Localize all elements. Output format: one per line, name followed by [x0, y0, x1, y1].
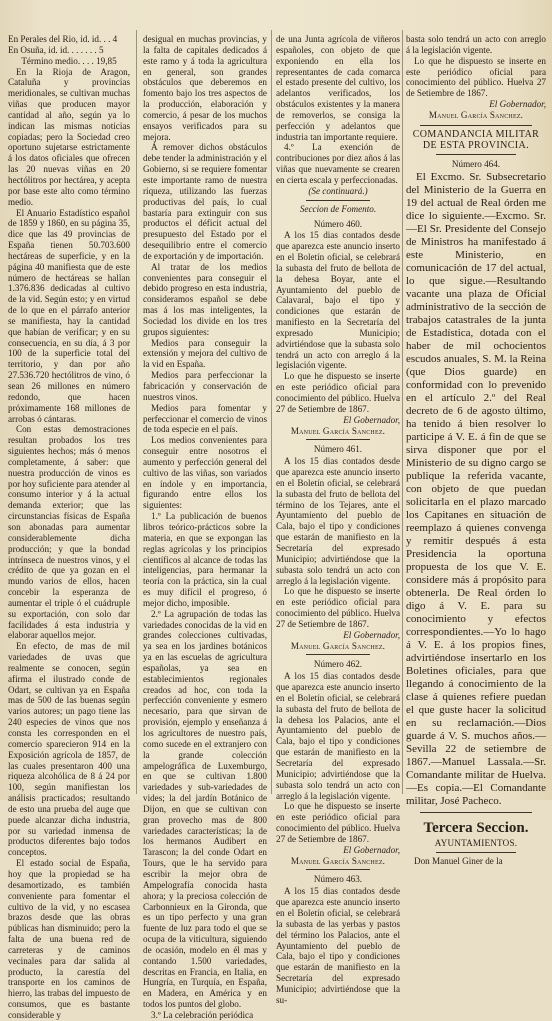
paragraph: Lo que he dispuesto se inserte en este periódico oficial para conocimiento del público. Huelva 27 de Setiembre de 1867. — [406, 55, 546, 99]
signature: AYUNTAMIENTOS. — [434, 838, 518, 849]
divider — [436, 154, 516, 155]
column-4 — [406, 34, 546, 867]
price-line: En Osuña, id. id. . . . . . . 5 — [8, 44, 104, 55]
italic-line: El Gobernador, — [343, 844, 400, 855]
paragraph: desigual en muchas provincias, y la falta de capitales dedicados á este ramo y á toda la agricultura en general, son grandes obstáculos que deberemos en fomento bajo los tres aspectos de la producción, elaboración y comercio, á pesar de los muchos ensayos verificados para su mejora. — [143, 34, 267, 142]
paragraph: El Anuario Estadístico español de 1859 y 1860, en su página 35, dice que las 49 provincias de España tienen 50.703.600 hectáreas de superficie, y en la página 40 manifiesta que de este número de hectáreas se hallan 1.376.836 dedicadas al cultivo de la vid. Según esto; y en virtud de lo que en el párrafo anterior se manifiesta, hay la cantidad que habían de verificar; y en su consecuencia, en su día, á 3 por 100 de la superficie total del territorio, y dan por año 27.536.720 hectólitros de vino, ó sean 26 millones en número redondo, que hacen próximamente 168 millones de arrobas ó cántaras. — [8, 207, 130, 424]
paragraph: Don Manuel Giner de la — [414, 856, 503, 867]
subsection-heading: COMANDANCIA MILITAR DE ESTA PROVINCIA. — [412, 128, 540, 151]
paragraph: A los 15 dias contados desde que aparezca este anuncio inserto en el Boletín oficial, se celebrará la subasta del fruto de bellota de la dehesa los Palacios, ante el Ayuntamiento del pueblo de Cala, bajo el tipo y condiciones que estarán de manifiesto en la Secretaría del expresado Municipio; advirtiéndose que la subasta solo tendrá un acto con arreglo á la legislación vigente. — [276, 671, 400, 801]
price-line: En Perales del Rio, id. id. . . 4 — [8, 34, 118, 44]
paragraph: basta solo tendrá un acto con arreglo á la legislación vigente. — [406, 34, 546, 55]
paragraph: Los medios convenientes para conseguir entre nosotros el aumento y perfección general del cultivo de las viñas, son variados en índole y en importancia, figurando entre ellos los siguientes: — [143, 435, 267, 511]
paragraph: En efecto, de mas de mil variedades de uvas que realmente se conocen, según afirma el ilustrado conde de Odart, se cultivan ya en España mas de 500 de las buenas según varios autores; un pago tiene las 240 especies de vinos que nos consta les corresponden en el comercio sparecieron 914 en la Exposición agrícola de 1857, de las cuales presentaron 400 una riqueza alcohólica de 8 á 24 por 100, según manifiestan los análisis practicados; resultando de esto una prueba del auge que puede alcanzar dicha industria, por su variedad inmensa de productos diferentes bajo todos conceptos. — [8, 641, 130, 858]
paragraph: Lo que he dispuesto se inserte en este periódico oficial para conocimiento del público. Huelva 27 de Setiembre de 1867. — [276, 371, 400, 414]
paragraph: A los 15 dias contados desde que aparezca este anuncio inserto en el Boletín oficial, se celebrará la subasta del fruto de bellota del término de los Tejares, ante el Ayuntamiento del pueblo de Cala, bajo el tipo y condiciones que estarán de manifiesto en la Secretaría del expresado Municipio; advirtiéndose que la subasta solo tendrá un acto con arreglo á la legislación vigente. — [276, 456, 400, 586]
italic-line: (Se continuará.) — [308, 185, 368, 196]
paragraph: Con estas demostraciones resultan probados los tres siguientes hechos; más ó menos completamente, á saber: que nuestra producción de vinos es por hoy suficiente para atender al consumo interior y á la actual demanda exterior; que las circunstancias físicas de España son abonadas para aumentar considerablemente dicha producción; y que la bondad intrínseca de nuestros vinos, y el crédito de que ya gozan en el mundo varios de ellos, hacen concebir la esperanza de aumentar el triple ó el cuádruple su exportación, con solo dar facilidades á esta industria y elaborar aquellos mejor. — [8, 424, 130, 641]
paragraph: A los 15 dias contados desde que aparezca este anuncio inserto en el Boletín oficial, se celebrará la subasta del fruto de bellota de la dehesa Boyar, ante el Ayuntamiento del pueblo de Calavaral, bajo el tipo y condiciones que estarán de manifiesto en la Secretaría del expresado Municipio; advirtiéndose que la subasta solo tendrá un acto con arreglo á la legislación vigente. — [276, 230, 400, 371]
signature: Manuel García Sanchez. — [290, 855, 386, 866]
signature: Manuel García Sanchez. — [290, 640, 386, 651]
italic-line: El Gobernador, — [343, 414, 400, 425]
paragraph: Medios para fomentar y perfeccionar el comercio de vinos de toda especie en el país. — [143, 402, 267, 435]
paragraph: El estado social de España, hoy que la propiedad se ha desamortizado, es también conveniente para fomentar el cultivo de la vid, y no escasea brazos desde que las obras públicas han disminuido; pero la falta de una buena red de carreteras y de caminos vecinales para dar salida al producto, la carestía del transporte en los caminos de hierro, las trabas del impuesto de consumos, que es bastante considerable y — [8, 858, 130, 1020]
paragraph: Al tratar de los medios convenientes para conseguir el debido progreso en esta industria, consideramos español se debe mas á los mas inteligentes, la Sociedad los divide en los tres grupos siguientes: — [143, 261, 267, 337]
paragraph: 1.º La publicación de buenos libros teórico-prácticos sobre la materia, en que se expongan las reglas agrícolas y los principios científicos al alcance de todas las inteligencias, para hermanar la teoría con la práctica, sin la cual es muy difícil el progreso, ó mejor dicho, imposible. — [143, 511, 267, 608]
paragraph: Á remover dichos obstáculos debe tender la administración y el Gobierno, si se requiere fomentar este importante ramo de nuestra riqueza, utilizando las fuerzas productivas del país, lo cual bastaría para extinguir con sus productos el déficit actual del presupuesto del Estado por el desequilibrio entre el comercio de exportación y de importación. — [143, 142, 267, 261]
paragraph: En la Rioja de Aragon, Cataluña y provincias meridionales, se cultivan muchas viñas que producen mayor cantidad al año, según ya lo indican las mismas noticias copiadas; pero la Sociedad creo oportuno sujetarse estrictamente á los datos oficiales que ofrecen las 20 nuevas viñas en 20 hectólitros por hectárea, y acepta por base este alto como término medio. — [8, 66, 130, 207]
notice-number: Número 464. — [451, 159, 501, 170]
paragraph: 3.º La celebración periódica — [151, 1009, 254, 1020]
italic-line: El Gobernador, — [489, 99, 546, 110]
column-rule — [271, 30, 272, 794]
divider — [306, 869, 370, 870]
paragraph: Término medio. . . . 19,85 — [21, 55, 117, 66]
paragraph: Medios para conseguir la extensión y mejora del cultivo de la vid en España. — [143, 337, 267, 370]
italic-line: El Gobernador, — [343, 629, 400, 640]
divider — [420, 125, 532, 126]
column-1 — [8, 34, 130, 1020]
divider — [436, 852, 516, 853]
divider — [420, 812, 532, 813]
notice-number: Número 460. — [313, 218, 363, 229]
signature: Manuel García Sanchez. — [290, 425, 386, 436]
paragraph: 4.º La exención de contribuciones por diez años á las viñas que nuevamente se crearen en cierta escala y perfeccionadas. — [276, 142, 400, 185]
paragraph: 2.º La agrupación de todas las variedades conocidas de la vid en grandes colecciones cultivadas, ya sea en los jardines botánicos ya en las escuelas de agricultura españolas, ya sea en establecimientos regionales creados ad hoc, con toda la perfección conveniente y esmero necesario, para que sirvan de provisión, ejemplo y enseñanza á los agricultores de nuestro país, como sucede en el extranjero con la grande colección ampelográfica de Luxemburgo, en que se cultivan 1.800 variedades y sub-variedades de vides; la del jardín Botánico de Dijon, en que se cultivan con gran provecho mas de 800 variedades características; la de los hermanos Audibert en Tarascon; la del conde Odart en Tours, que le ha servido para escribir la mejor obra de Ampelografía conocida hasta ahora; y la preciosa colección de Carbonnieux en la Gironda, que es un tipo perfecto y una gran fuente de luz para todo el que se ocupa de la viticultura, siguiendo de ocasión, modelo en él mas y contando 1.500 variedades, descritas en Francia, en Italia, en Hungría, en Turquía, en España, en Madera, en América y en todos los puntos del globo. — [143, 608, 267, 1010]
notice-number: Número 463. — [313, 874, 363, 885]
paragraph: A los 15 dias contados desde que aparezca este anuncio inserto en el Boletín oficial, se celebrará la subasta de las yerbas y pastos del término los Palacios, ante el Ayuntamiento del pueblo de Cala, bajo el tipo y condiciones que estarán de manifiesto en la Secretaría del expresado Municipio; advirtiéndose que la su- — [276, 886, 400, 1005]
paragraph: de una Junta agrícola de viñeros españoles, con objeto de que exponiendo en ella los representantes de cada comarca el estado presente del cultivo, los adelantos verificados, los obstáculos existentes y la manera de removerlos, se consiga la perfección y adelantos que industria tan importante requiere. — [276, 34, 400, 142]
section-heading: Tercera Seccion. — [423, 820, 529, 837]
divider — [306, 200, 370, 201]
paragraph: Lo que he dispuesto se inserte en este periódico oficial para conocimiento del público. Huelva 27 de Setiembre de 1867. — [276, 586, 400, 629]
column-rule — [402, 30, 403, 794]
paragraph: El Excmo. Sr. Subsecretario del Ministerio de la Guerra en 19 del actual de Real órden me dice lo siguiente.—Excmo. Sr.—El Sr. Presidente del Consejo de Ministros ha manifestado á este Ministerio, en comunicación de 17 del actual, lo que sigue.—Resultando vacante una plaza de Oficial administrativo de la sección de trabajos catastrales de la junta de Estadística, dotada con el haber de mil ochocientos escudos anuales, S. M. la Reina (que Dios guarde) en conformidad con lo prevenido en el artículo 2.º del Real decreto de 6 de agosto último, ha tenido á bien resolver lo participe á V. E. á fin de que se sirva disponer que por el Ministerio de su digno cargo se publique la referida vacante, con objeto de que puedan solicitarla en el plazo marcado los Capitanes en situación de reemplazo á quienes convenga y remitir después á esta Presidencia la oportuna propuesta de los que V. E. considere más á propósito para obtenerla. De Real órden lo digo á V. E. para su conocimiento y efectos correspondientes.—Yo lo hago á V. E. á los propios fines, advirtiéndose insertarlo en los Boletines oficiales, para que llegando á conocimiento de la clase á quienes refiere puedan el que guste hacer la solicitud en su reclamación.—Dios guarde á V. S. muchos años.—Sevilla 22 de setiembre de 1867.—Manuel Lassala.—Sr. Comandante militar de Huelva.—Es copia.—El Comandante militar, José Pacheco. — [406, 171, 546, 808]
column-rule — [136, 30, 137, 794]
notice-number: Número 462. — [313, 659, 363, 670]
divider — [306, 439, 370, 440]
column-3 — [276, 34, 400, 1005]
divider — [306, 654, 370, 655]
signature: Manuel García Sanchez. — [428, 109, 524, 120]
paragraph: Medios para perfeccionar la fabricación y conservación de nuestros vinos. — [143, 370, 267, 402]
column-2 — [143, 34, 267, 1020]
paragraph: Lo que he dispuesto se inserte en este periódico oficial para conocimiento del público. Huelva 27 de Setiembre de 1867. — [276, 801, 400, 844]
italic-line: Seccion de Fomento. — [299, 203, 377, 214]
notice-number: Número 461. — [313, 444, 363, 455]
